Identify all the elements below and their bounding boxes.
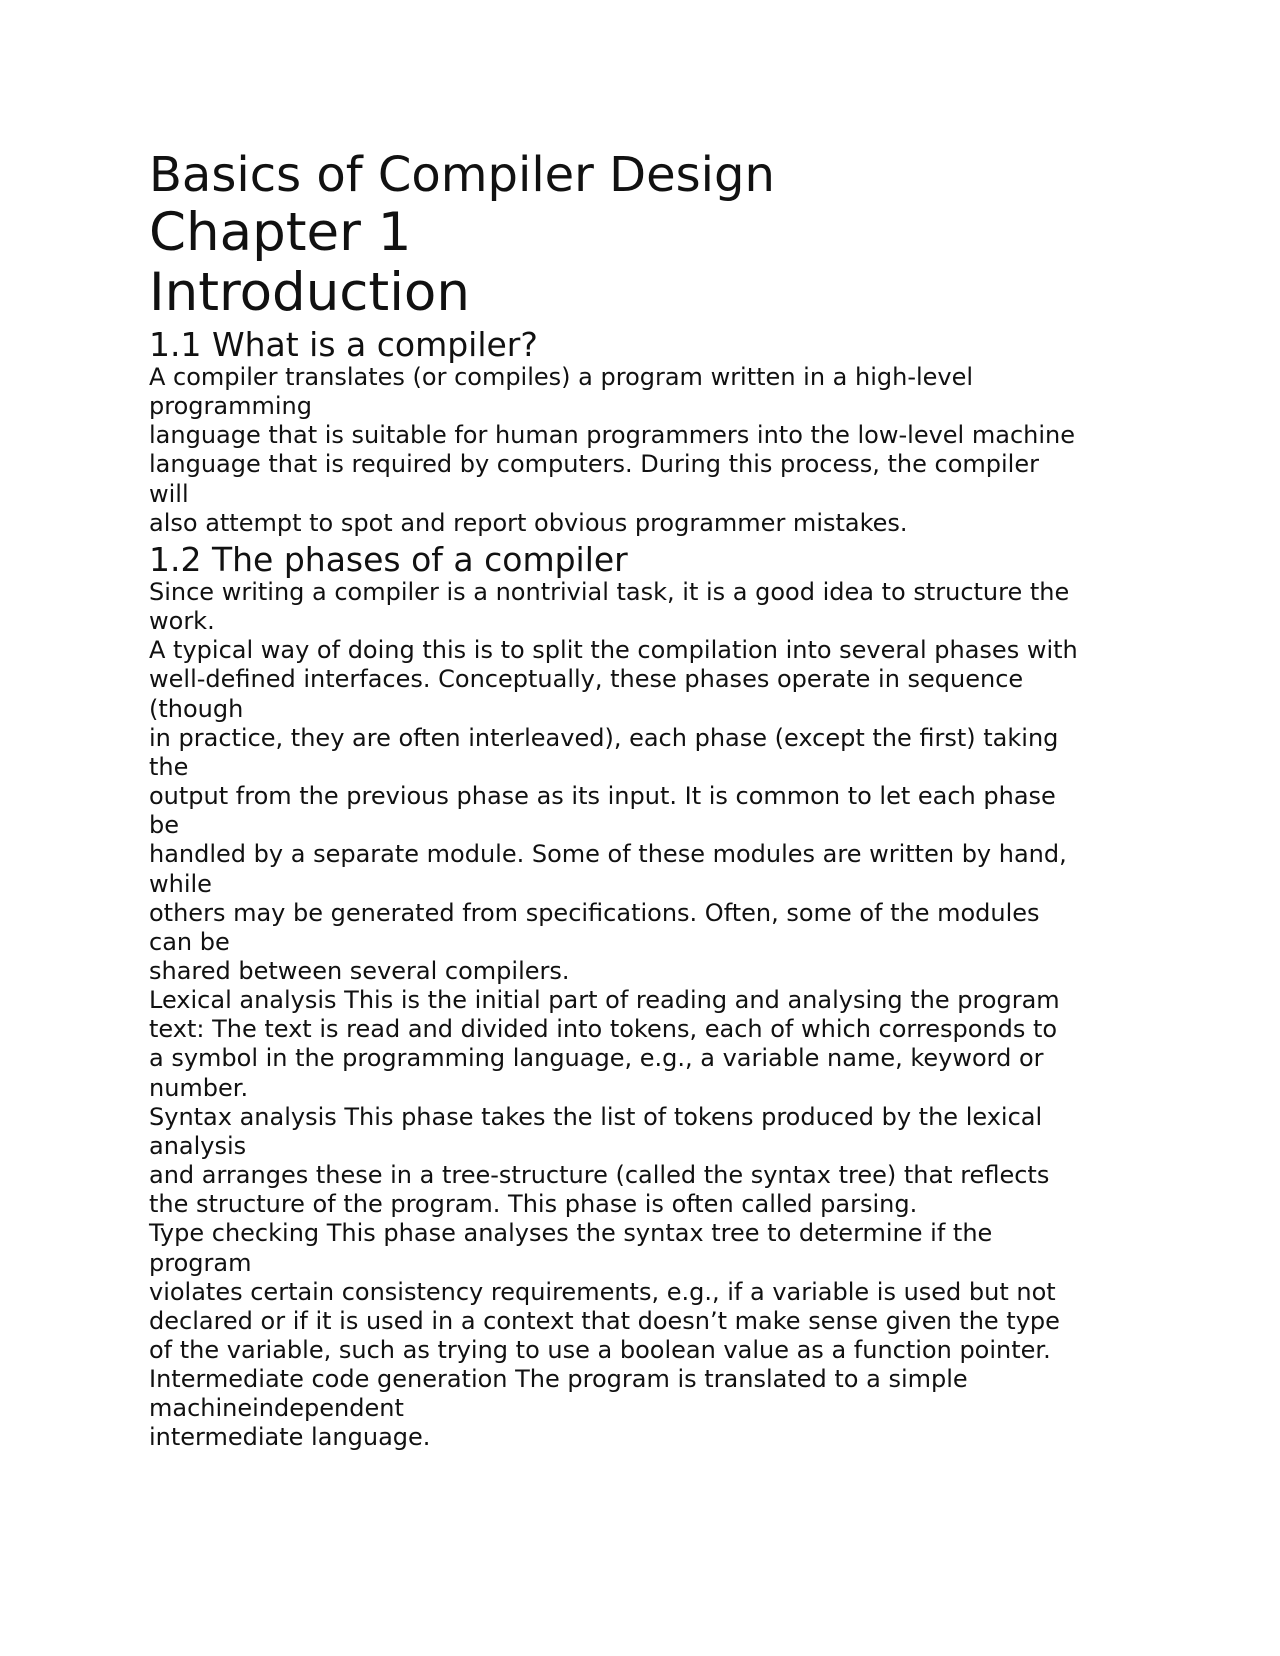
text-line: A compiler translates (or compiles) a program written in a high-level xyxy=(149,363,974,391)
text-line: programming xyxy=(149,392,312,421)
text-line: declared or if it is used in a context that doesn’t make sense given the type xyxy=(149,1306,1060,1335)
text-line: text: The text is read and divided into tokens, each of which corresponds to xyxy=(149,1015,1058,1044)
section-1-body xyxy=(149,363,1149,538)
text-line: in practice, they are often interleaved), each phase (except the first) taking xyxy=(149,723,1059,752)
text-line: A typical way of doing this is to split the compilation into several phases with xyxy=(149,636,1078,665)
text-line: well-defined interfaces. Conceptually, these phases operate in sequence xyxy=(149,665,1024,694)
text-line: will xyxy=(149,479,189,508)
text-line: machineindependent xyxy=(149,1394,404,1423)
section-2-body xyxy=(149,578,1149,1453)
text-line: and arranges these in a tree-structure (called the syntax tree) that reflects xyxy=(149,1161,1050,1190)
text-line: be xyxy=(149,811,179,840)
text-line: the xyxy=(149,752,189,781)
chapter-number: Chapter 1 xyxy=(149,202,412,263)
text-line: while xyxy=(149,869,212,898)
text-line: (though xyxy=(149,694,244,723)
text-line: also attempt to spot and report obvious programmer mistakes. xyxy=(149,508,908,537)
text-line: number. xyxy=(149,1073,249,1102)
text-line: Syntax analysis This phase takes the list of tokens produced by the lexical xyxy=(149,1102,1043,1131)
text-line: Type checking This phase analyses the syntax tree to determine if the xyxy=(149,1219,993,1248)
document-title: Basics of Compiler Design xyxy=(149,147,775,203)
section-heading: 1.2 The phases of a compiler xyxy=(149,539,628,579)
text-line: others may be generated from specifications. Often, some of the modules xyxy=(149,898,1040,927)
document-body xyxy=(149,147,1149,1453)
text-line: intermediate language. xyxy=(149,1423,431,1452)
text-line: analysis xyxy=(149,1131,247,1160)
text-line: Intermediate code generation The program is translated to a simple xyxy=(149,1365,968,1394)
text-line: program xyxy=(149,1248,252,1277)
text-line: the structure of the program. This phase is often called parsing. xyxy=(149,1190,918,1219)
section-heading: 1.1 What is a compiler? xyxy=(149,325,538,364)
text-line: language that is required by computers. During this process, the compiler xyxy=(149,450,1039,479)
text-line: output from the previous phase as its input. It is common to let each phase xyxy=(149,782,1056,811)
text-line: language that is suitable for human programmers into the low-level machine xyxy=(149,421,1075,450)
text-line: can be xyxy=(149,927,230,956)
text-line: Since writing a compiler is a nontrivial task, it is a good idea to structure the xyxy=(149,577,1070,606)
text-line: Lexical analysis This is the initial part of reading and analysing the program xyxy=(149,986,1060,1015)
text-line: a symbol in the programming language, e.g., a variable name, keyword or xyxy=(149,1044,1044,1073)
text-line: handled by a separate module. Some of these modules are written by hand, xyxy=(149,840,1067,869)
text-line: work. xyxy=(149,607,215,636)
text-line: of the variable, such as trying to use a boolean value as a function pointer. xyxy=(149,1336,1051,1364)
text-line: shared between several compilers. xyxy=(149,956,570,985)
chapter-name: Introduction xyxy=(149,262,470,323)
text-line: violates certain consistency requirements, e.g., if a variable is used but not xyxy=(149,1277,1056,1306)
